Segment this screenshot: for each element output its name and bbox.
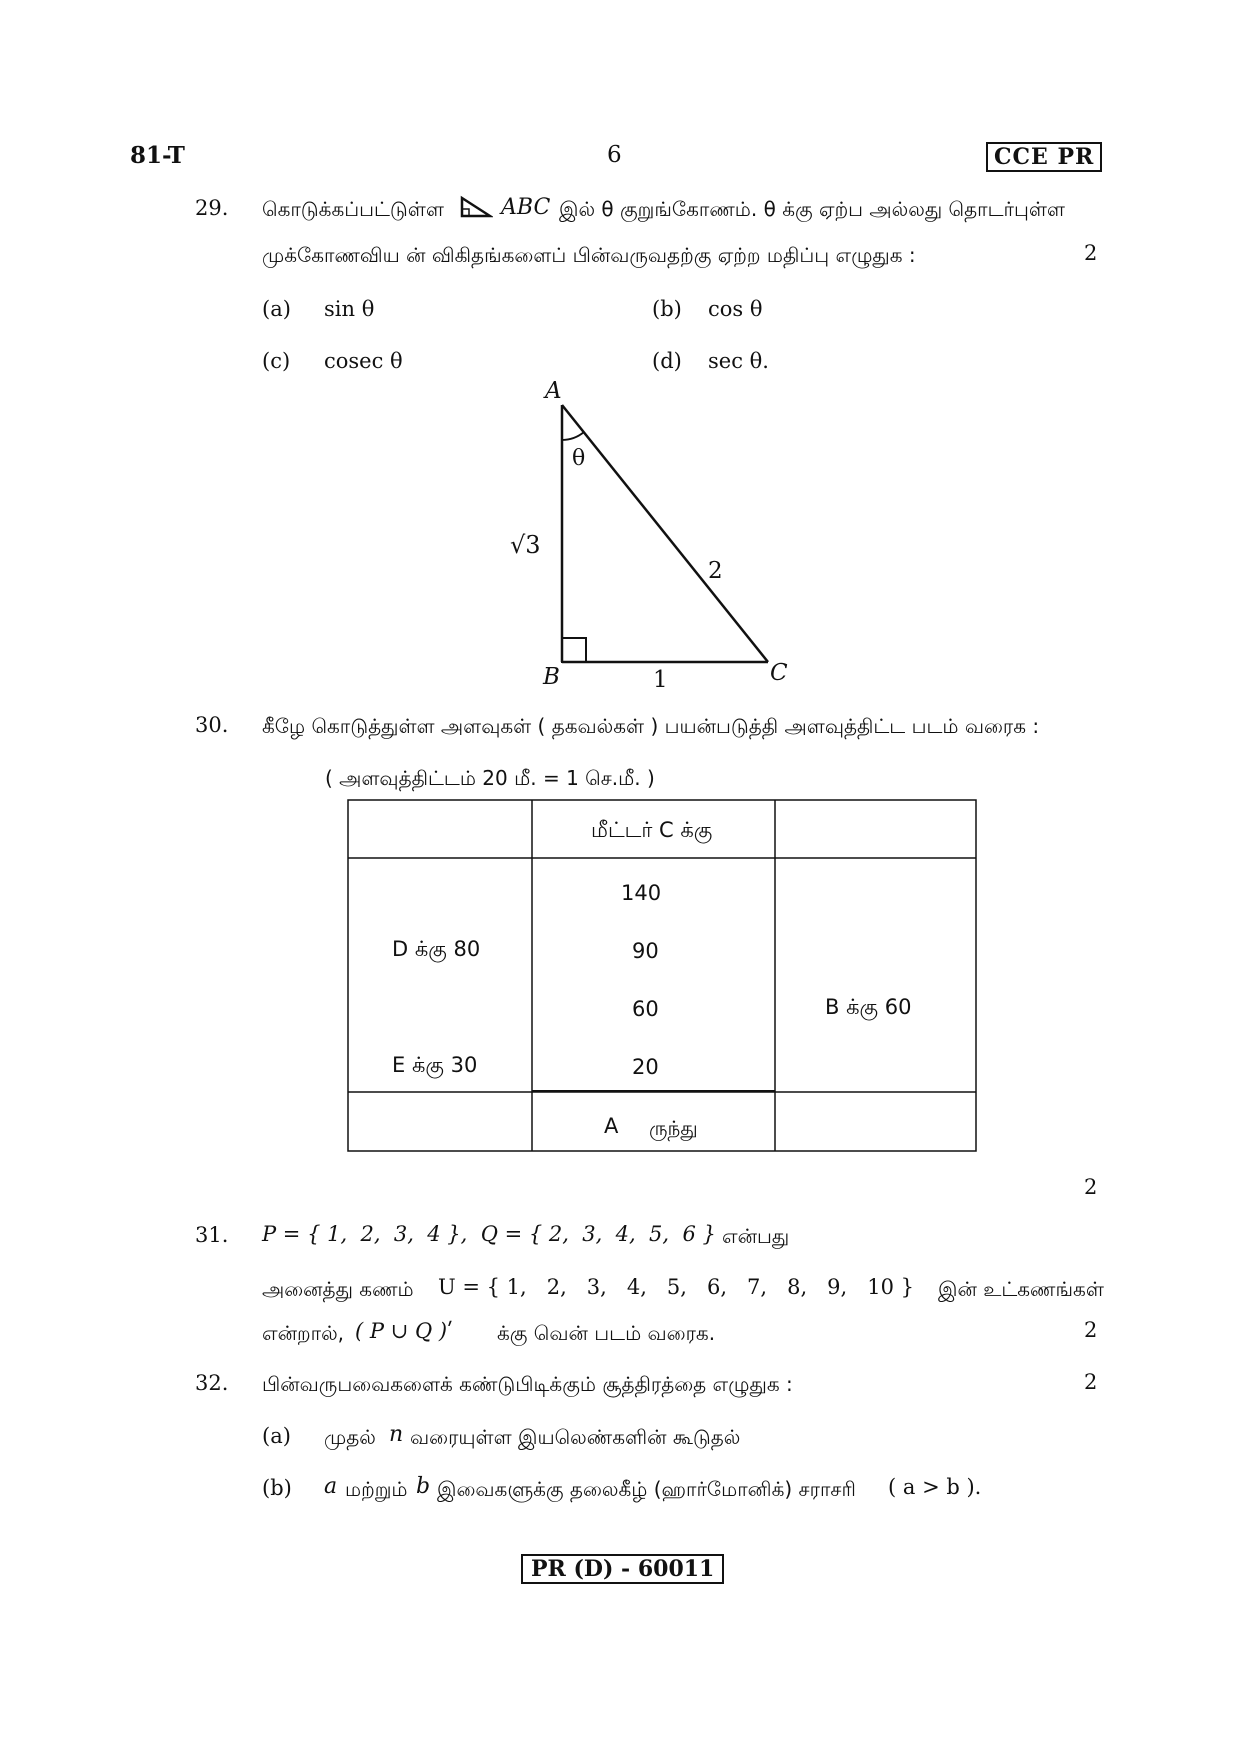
survey-table [347, 799, 977, 1152]
vertex-a-label: A [545, 378, 562, 404]
side-ac [562, 405, 768, 662]
theta-label: θ [572, 446, 586, 471]
angle-arc [562, 432, 584, 440]
q31-line3-part3: க்கு வென் படம் வரைக. [497, 1321, 716, 1345]
q32-option-a-text1: முதல் [324, 1425, 376, 1449]
q30-marks: 2 [1084, 1175, 1098, 1199]
q30-scale: ( அளவுத்திட்டம் 20 மீ. = 1 செ.மீ. ) [325, 766, 655, 790]
table-left-d: D க்கு 80 [392, 937, 481, 961]
q32-option-b-label: (b) [262, 1476, 292, 1500]
q31-line2-part1: அனைத்து கணம் [262, 1277, 414, 1301]
q31-line2-part3: இன் உட்கணங்கள் [938, 1277, 1104, 1301]
q29-option-b-label: (b) [652, 297, 682, 321]
table-right-b: B க்கு 60 [825, 995, 912, 1019]
q29-option-d-text: sec θ. [708, 349, 769, 373]
q29-option-a-text: sin θ [324, 297, 375, 321]
q31-number: 31. [195, 1223, 229, 1247]
q31-universal-set: U = { 1, 2, 3, 4, 5, 6, 7, 8, 9, 10 } [438, 1275, 914, 1299]
table-center-value-1: 140 [621, 881, 662, 905]
side-ac-label: 2 [708, 558, 723, 584]
q29-option-c-label: (c) [262, 349, 291, 373]
cce-pr-tag: CCE PR [986, 142, 1102, 172]
side-bc-label: 1 [653, 667, 668, 690]
q30-text: கீழே கொடுத்துள்ள அளவுகள் ( தகவல்கள் ) பயன்படுத்தி அளவுத்திட்ட படம் வரைக : [262, 714, 1040, 738]
table-bottom-a: A [604, 1114, 619, 1138]
q32-option-b-condition: ( a > b ). [888, 1475, 982, 1499]
q32-option-a-label: (a) [262, 1424, 291, 1448]
q29-option-a-label: (a) [262, 297, 291, 321]
q32-option-b-var-a: a [324, 1474, 338, 1499]
q32-option-b-var-b: b [416, 1474, 431, 1499]
q31-line3-part1: என்றால், [262, 1321, 345, 1345]
q32-option-b-text2: இவைகளுக்கு தலைகீழ் (ஹார்மோனிக்) சராசரி [437, 1477, 856, 1501]
table-center-value-4: 20 [632, 1055, 659, 1079]
q32-marks: 2 [1084, 1370, 1098, 1394]
vertex-c-label: C [770, 660, 788, 686]
q32-number: 32. [195, 1371, 229, 1395]
q29-option-c-text: cosec θ [324, 349, 403, 373]
q29-number: 29. [195, 196, 229, 220]
q31-sets-pq: P = { 1, 2, 3, 4 }, Q = { 2, 3, 4, 5, 6 } [262, 1222, 716, 1246]
q32-option-a-var: n [389, 1422, 404, 1447]
triangle-icon [459, 195, 493, 219]
q32-option-b-text1: மற்றும் [345, 1477, 408, 1501]
table-center-value-3: 60 [632, 997, 659, 1021]
table-center-value-2: 90 [632, 939, 659, 963]
q29-line1-part2: இல் θ குறுங்கோணம். θ க்கு ஏற்ப அல்லது தொடர்புள்ள [559, 197, 1065, 221]
q29-triangle-name: ABC [501, 195, 551, 220]
q29-line2: முக்கோணவிய ன் விகிதங்களைப் பின்வருவதற்கு ஏற்ற மதிப்பு எழுதுக : [262, 243, 916, 267]
q32-option-a-text2: வரையுள்ள இயலெண்களின் கூடுதல் [410, 1425, 741, 1449]
q29-option-b-text: cos θ [708, 297, 763, 321]
triangle-figure [490, 370, 810, 690]
side-ab-label: √3 [510, 531, 541, 559]
page-number: 6 [607, 142, 622, 168]
q30-number: 30. [195, 713, 229, 737]
q29-option-d-label: (d) [652, 349, 682, 373]
q29-line1-part1: கொடுக்கப்பட்டுள்ள [262, 197, 444, 221]
q29-marks: 2 [1084, 241, 1098, 265]
table-header-center: மீட்டர் C க்கு [591, 818, 713, 842]
table-left-e: E க்கு 30 [392, 1053, 478, 1077]
q31-marks: 2 [1084, 1318, 1098, 1342]
right-angle-mark [562, 638, 586, 662]
q31-line1-tail: என்பது [722, 1224, 790, 1248]
table-grid [347, 799, 977, 1152]
vertex-b-label: B [543, 664, 560, 690]
paper-code: 81-T [130, 142, 185, 169]
q31-expression: ( P ∪ Q )ʹ [355, 1319, 453, 1343]
table-bottom-from: ருந்து [649, 1116, 698, 1140]
footer-code: PR (D) - 60011 [521, 1554, 724, 1584]
q32-text: பின்வருபவைகளைக் கண்டுபிடிக்கும் சூத்திரத்தை எழுதுக : [262, 1372, 793, 1396]
